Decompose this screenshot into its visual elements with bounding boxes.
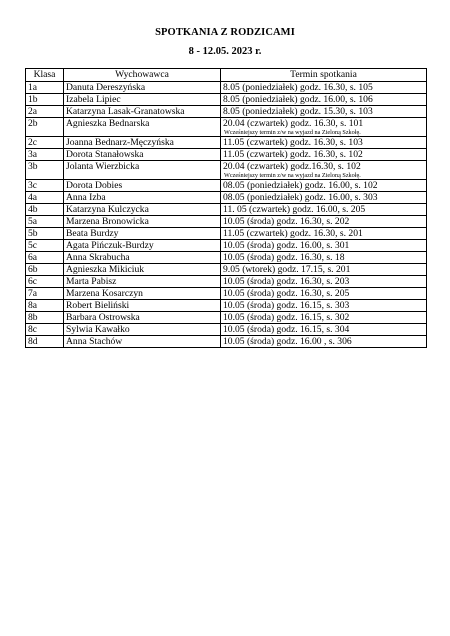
table-row — [26, 106, 427, 118]
cell-klasa: 2c — [26, 137, 64, 149]
cell-klasa: 3b — [26, 161, 64, 180]
cell-klasa: 8d — [26, 336, 64, 348]
page-title: SPOTKANIA Z RODZICAMI — [155, 27, 295, 38]
table-row — [26, 180, 427, 192]
table-row — [26, 264, 427, 276]
cell-klasa: 5a — [26, 216, 64, 228]
cell-termin — [221, 336, 427, 348]
termin-text: 11.05 (czwartek) godz. 16.30, s. 103 — [223, 137, 363, 148]
cell-klasa: 5b — [26, 228, 64, 240]
table-row — [26, 118, 427, 137]
header-wychowawca: Wychowawca — [64, 69, 221, 82]
cell-wychowawca: Danuta Dereszyńska — [64, 82, 221, 94]
termin-text: 10.05 (środa) godz. 16.00, s. 301 — [223, 240, 350, 251]
termin-text: 10.05 (środa) godz. 16.30, s. 205 — [223, 288, 350, 299]
cell-klasa: 4a — [26, 192, 64, 204]
cell-klasa: 6b — [26, 264, 64, 276]
termin-text: 08.05 (poniedziałek) godz. 16.00, s. 102 — [223, 180, 378, 191]
cell-klasa: 3c — [26, 180, 64, 192]
cell-wychowawca: Agnieszka Mikiciuk — [64, 264, 221, 276]
cell-termin — [221, 82, 427, 94]
cell-termin — [221, 94, 427, 106]
page-subtitle: 8 - 12.05. 2023 r. — [188, 46, 262, 57]
table-row — [26, 300, 427, 312]
table-row — [26, 82, 427, 94]
cell-termin — [221, 192, 427, 204]
cell-termin — [221, 228, 427, 240]
cell-termin — [221, 106, 427, 118]
termin-text: 8.05 (poniedziałek) godz. 16.00, s. 106 — [223, 94, 373, 105]
cell-wychowawca: Katarzyna Kulczycka — [64, 204, 221, 216]
cell-klasa: 8a — [26, 300, 64, 312]
cell-wychowawca: Agata Pińczuk-Burdzy — [64, 240, 221, 252]
termin-text: 10.05 (środa) godz. 16.30, s. 18 — [223, 252, 345, 263]
cell-wychowawca: Katarzyna Lasak-Granatowska — [64, 106, 221, 118]
cell-wychowawca: Joanna Bednarz-Męczyńska — [64, 137, 221, 149]
cell-termin — [221, 312, 427, 324]
cell-termin — [221, 300, 427, 312]
cell-wychowawca: Dorota Dobies — [64, 180, 221, 192]
cell-wychowawca: Marzena Kosarczyn — [64, 288, 221, 300]
cell-klasa: 2b — [26, 118, 64, 137]
cell-klasa: 1a — [26, 82, 64, 94]
cell-termin — [221, 276, 427, 288]
table-row — [26, 204, 427, 216]
cell-termin — [221, 324, 427, 336]
cell-wychowawca: Jolanta Wierzbicka — [64, 161, 221, 180]
termin-note: Wcześniejszy termin z/w na wyjazd na Zieloną Szkołę. — [224, 172, 361, 179]
table-row — [26, 94, 427, 106]
termin-text: 8.05 (poniedziałek) godz. 15.30, s. 103 — [223, 106, 373, 117]
cell-termin — [221, 161, 427, 180]
table-row — [26, 149, 427, 161]
cell-wychowawca: Anna Izba — [64, 192, 221, 204]
termin-text: 11.05 (czwartek) godz. 16.30, s. 201 — [223, 228, 363, 239]
cell-klasa: 2a — [26, 106, 64, 118]
cell-wychowawca: Dorota Stanałowska — [64, 149, 221, 161]
cell-klasa: 7a — [26, 288, 64, 300]
termin-text: 11.05 (czwartek) godz. 16.30, s. 102 — [223, 149, 363, 160]
cell-wychowawca: Sylwia Kawałko — [64, 324, 221, 336]
cell-termin — [221, 240, 427, 252]
cell-klasa: 3a — [26, 149, 64, 161]
cell-termin — [221, 204, 427, 216]
termin-text: 9.05 (wtorek) godz. 17.15, s. 201 — [223, 264, 351, 275]
cell-wychowawca: Anna Stachów — [64, 336, 221, 348]
table-row — [26, 324, 427, 336]
cell-termin — [221, 137, 427, 149]
cell-wychowawca: Marzena Bronowicka — [64, 216, 221, 228]
table-row — [26, 252, 427, 264]
termin-text: 10.05 (środa) godz. 16.30, s. 203 — [223, 276, 350, 287]
cell-wychowawca: Izabela Lipiec — [64, 94, 221, 106]
cell-termin — [221, 216, 427, 228]
cell-termin — [221, 264, 427, 276]
cell-termin — [221, 118, 427, 137]
termin-text: 8.05 (poniedziałek) godz. 16.30, s. 105 — [223, 82, 373, 93]
cell-wychowawca: Anna Skrabucha — [64, 252, 221, 264]
cell-klasa: 6c — [26, 276, 64, 288]
cell-wychowawca: Beata Burdzy — [64, 228, 221, 240]
cell-termin — [221, 180, 427, 192]
schedule-table — [25, 68, 427, 348]
cell-termin — [221, 149, 427, 161]
table-row — [26, 288, 427, 300]
cell-klasa: 4b — [26, 204, 64, 216]
termin-text: 11. 05 (czwartek) godz. 16.00, s. 205 — [223, 204, 366, 215]
table-row — [26, 228, 427, 240]
termin-text: 10.05 (środa) godz. 16.30, s. 202 — [223, 216, 350, 227]
termin-text: 10.05 (środa) godz. 16.15, s. 304 — [223, 324, 350, 335]
termin-text: 08.05 (poniedziałek) godz. 16.00, s. 303 — [223, 192, 378, 203]
header-termin: Termin spotkania — [221, 69, 427, 82]
cell-wychowawca: Barbara Ostrowska — [64, 312, 221, 324]
termin-text: 20.04 (czwartek) godz. 16.30, s. 101 — [223, 118, 364, 129]
table-row — [26, 312, 427, 324]
cell-wychowawca: Agnieszka Bednarska — [64, 118, 221, 137]
cell-wychowawca: Marta Pabisz — [64, 276, 221, 288]
table-row — [26, 192, 427, 204]
termin-text: 10.05 (środa) godz. 16.15, s. 303 — [223, 300, 350, 311]
termin-text: 10.05 (środa) godz. 16.00 , s. 306 — [223, 336, 352, 347]
cell-termin — [221, 288, 427, 300]
cell-klasa: 1b — [26, 94, 64, 106]
cell-klasa: 6a — [26, 252, 64, 264]
table-row — [26, 336, 427, 348]
header-klasa: Klasa — [26, 69, 64, 82]
cell-klasa: 8b — [26, 312, 64, 324]
table-row — [26, 276, 427, 288]
cell-klasa: 5c — [26, 240, 64, 252]
termin-text: 10.05 (środa) godz. 16.15, s. 302 — [223, 312, 350, 323]
table-row — [26, 161, 427, 180]
termin-note: Wcześniejszy termin z/w na wyjazd na Zieloną Szkołę. — [224, 129, 361, 136]
cell-klasa: 8c — [26, 324, 64, 336]
termin-text: 20.04 (czwartek) godz.16.30, s. 102 — [223, 161, 361, 172]
cell-wychowawca: Robert Bieliński — [64, 300, 221, 312]
table-header-row — [26, 69, 427, 82]
cell-termin — [221, 252, 427, 264]
table-row — [26, 137, 427, 149]
table-row — [26, 216, 427, 228]
table-row — [26, 240, 427, 252]
